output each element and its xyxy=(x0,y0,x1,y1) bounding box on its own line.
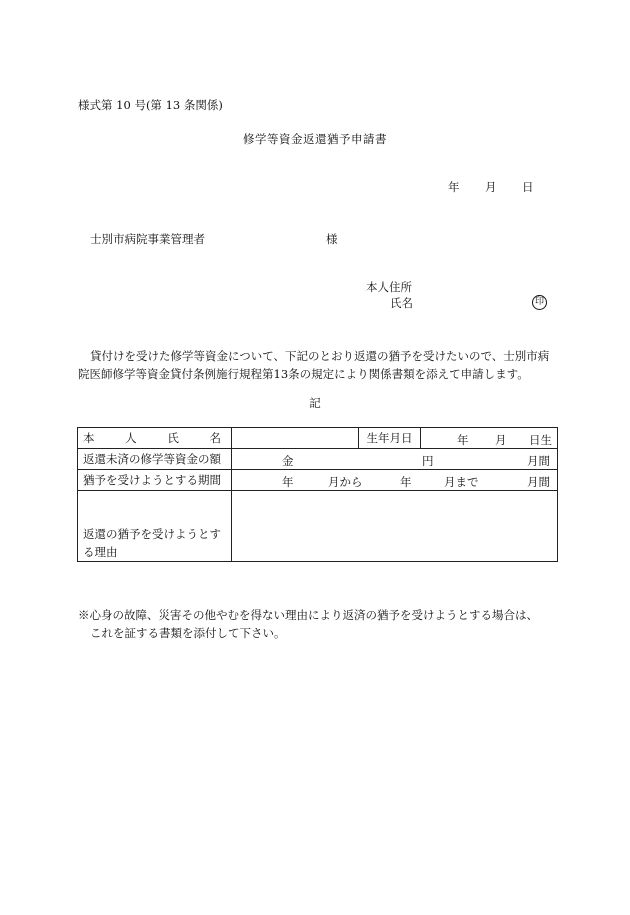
to-month-unit: 月まで xyxy=(444,475,479,489)
birth-day-unit: 日生 xyxy=(529,433,552,447)
date-year: 年 xyxy=(448,180,460,194)
reason-header xyxy=(78,491,232,562)
from-month-unit: 月から xyxy=(328,475,363,489)
reason-label: 返還の猶予を受けようとする理由 xyxy=(83,527,221,559)
reason-cell[interactable] xyxy=(232,491,558,562)
birth-year-unit: 年 xyxy=(457,433,469,447)
applicant-name-cell[interactable] xyxy=(232,428,359,449)
footnote xyxy=(78,606,568,642)
label-char: 氏 xyxy=(167,431,179,445)
date-day: 日 xyxy=(522,180,534,194)
period-months-unit: 月間 xyxy=(527,475,550,489)
to-year-unit: 年 xyxy=(400,475,412,489)
yen-unit: 円 xyxy=(422,454,434,468)
birth-date-header: 生年月日 xyxy=(359,428,421,449)
label-char: 本 xyxy=(83,431,95,445)
kin-unit: 金 xyxy=(282,454,294,468)
addressee-name: 士別市病院事業管理者 xyxy=(90,232,205,246)
label-char: 人 xyxy=(125,431,137,445)
table-row-applicant-name xyxy=(78,428,558,449)
footnote-line-1: ※心身の故障、災害その他やむを得ない理由により返済の猶予を受けようとする場合は、 xyxy=(78,608,538,622)
application-body-text: 貸付けを受けた修学等資金について、下記のとおり返還の猶予を受けたいので、士別市病院医師修学等資金貸付条例施行規程第13条の規定により関係書類を添えて申請します。 xyxy=(78,349,550,381)
applicant-name-header xyxy=(78,428,232,449)
applicant-name-label: 氏名 xyxy=(390,296,413,310)
deferral-period-cell[interactable] xyxy=(232,470,558,491)
date-line xyxy=(0,182,630,194)
footnote-line-2: これを証する書類を添付して下さい。 xyxy=(90,626,286,640)
document-title: 修学等資金返還猶予申請書 xyxy=(243,132,387,146)
ki-heading: 記 xyxy=(309,396,321,410)
unpaid-amount-header: 返還未済の修学等資金の額 xyxy=(78,449,232,470)
seal-mark-icon: 印 xyxy=(532,295,547,310)
application-table xyxy=(77,427,558,562)
table-row-deferral-period xyxy=(78,470,558,491)
unpaid-amount-cell[interactable] xyxy=(232,449,558,470)
applicant-address-label: 本人住所 xyxy=(366,280,412,294)
table-row-reason xyxy=(78,491,558,562)
date-month: 月 xyxy=(485,180,497,194)
label-char: 名 xyxy=(209,431,221,445)
table-row-unpaid-amount xyxy=(78,449,558,470)
addressee-honorific: 様 xyxy=(326,232,338,246)
from-year-unit: 年 xyxy=(282,475,294,489)
deferral-period-header: 猶予を受けようとする期間 xyxy=(78,470,232,491)
form-number: 様式第 10 号(第 13 条関係) xyxy=(78,98,223,112)
birth-month-unit: 月 xyxy=(495,433,507,447)
birth-date-cell[interactable] xyxy=(421,428,558,449)
months-unit: 月間 xyxy=(527,454,550,468)
